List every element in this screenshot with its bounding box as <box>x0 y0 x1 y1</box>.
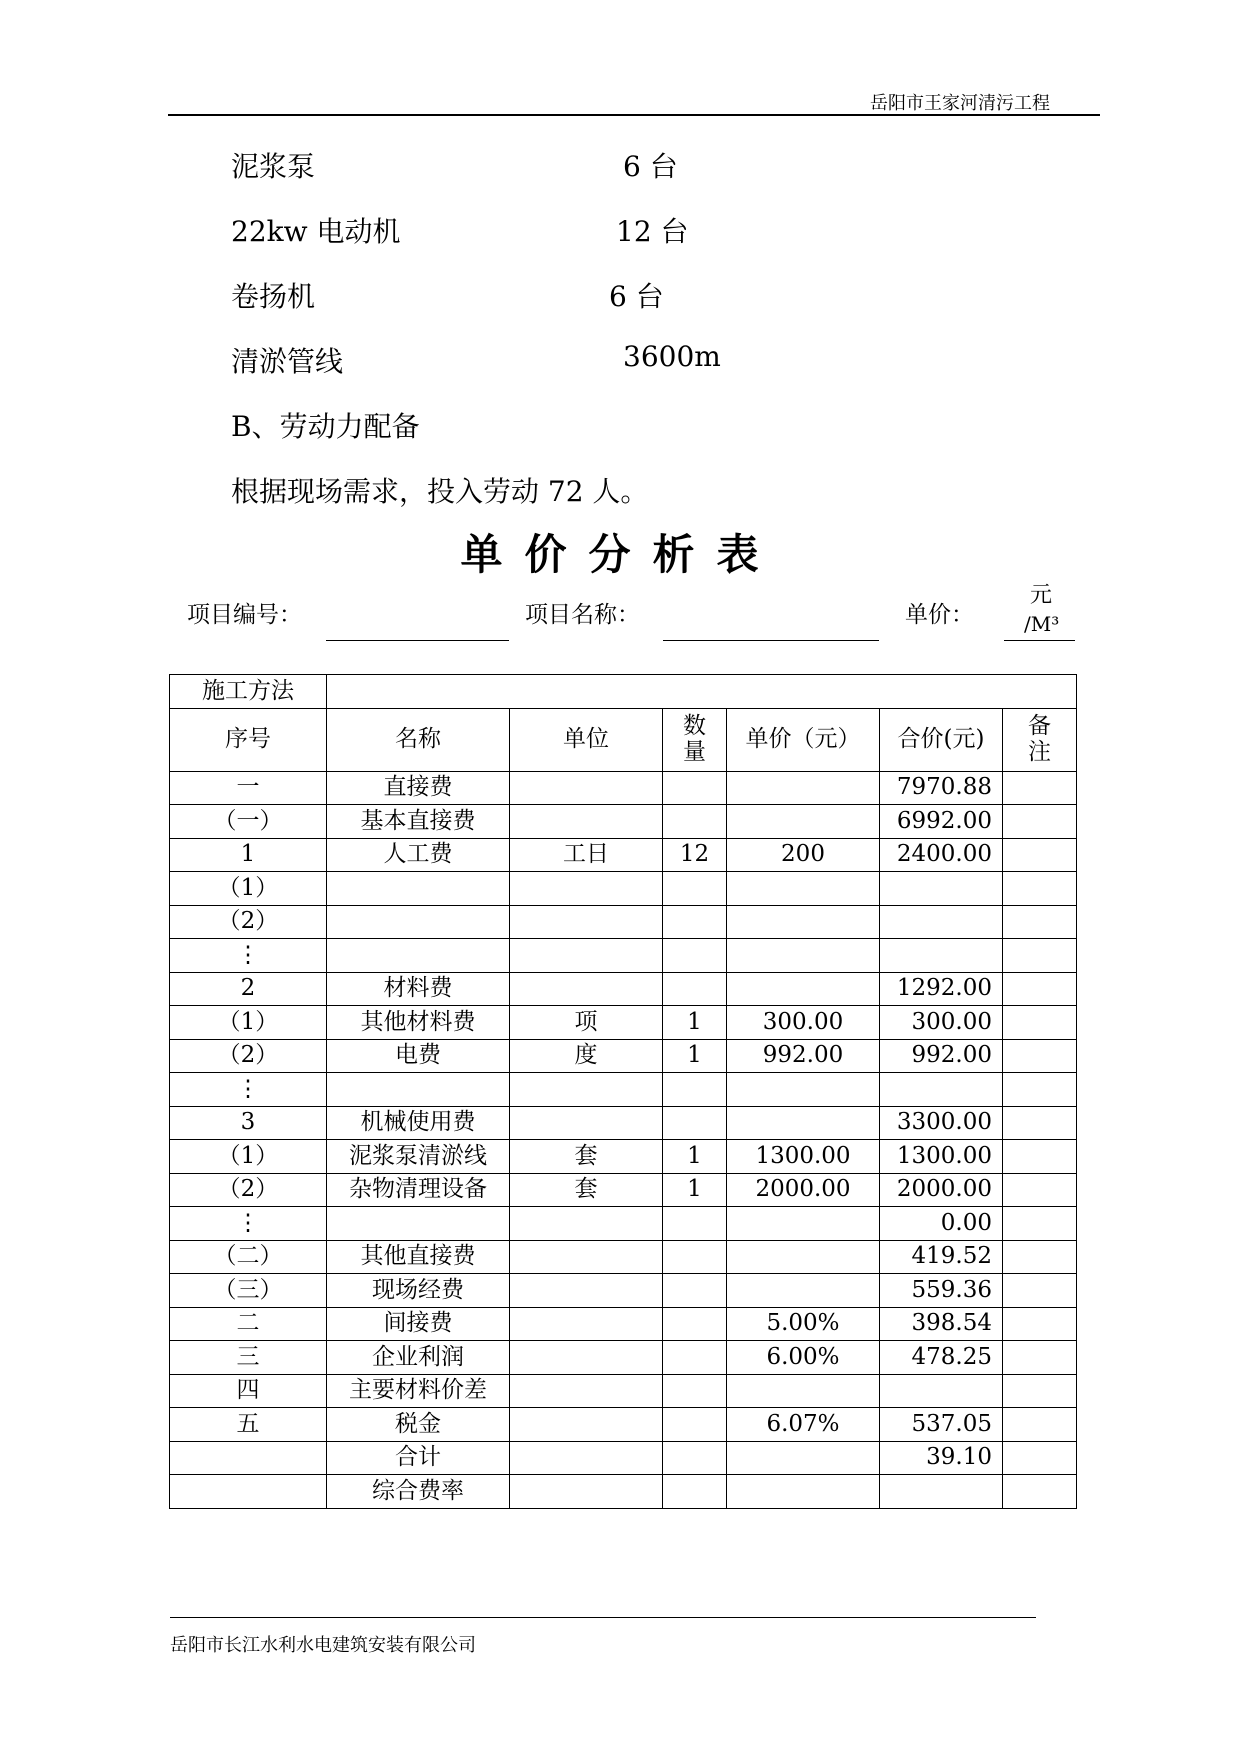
unit-cell <box>510 805 663 839</box>
name-cell: 现场经费 <box>327 1274 510 1308</box>
note-cell <box>1003 838 1077 872</box>
qty-cell: 1 <box>663 1140 727 1174</box>
name-cell <box>327 905 510 939</box>
unit-cell <box>510 972 663 1006</box>
method-label-cell: 施工方法 <box>170 675 327 709</box>
note-cell <box>1003 1140 1077 1174</box>
name-cell: 综合费率 <box>327 1475 510 1509</box>
seq-cell: （2） <box>170 1039 327 1073</box>
total-cell <box>880 905 1003 939</box>
equipment-qty: 3600m <box>623 340 721 373</box>
table-row <box>170 1039 1077 1073</box>
table-row <box>170 838 1077 872</box>
price-cell: 6.07% <box>727 1408 880 1442</box>
qty-cell <box>663 805 727 839</box>
total-cell: 300.00 <box>880 1006 1003 1040</box>
name-cell: 直接费 <box>327 771 510 805</box>
qty-cell <box>663 1073 727 1107</box>
header-unit: 单位 <box>510 708 663 771</box>
name-cell: 机械使用费 <box>327 1106 510 1140</box>
unit-cell <box>510 1441 663 1475</box>
qty-cell <box>663 1441 727 1475</box>
table-row <box>170 771 1077 805</box>
header-note: 备注 <box>1003 708 1077 771</box>
seq-cell: 1 <box>170 838 327 872</box>
table-row <box>170 905 1077 939</box>
note-cell <box>1003 1374 1077 1408</box>
total-cell <box>880 939 1003 973</box>
note-cell <box>1003 1441 1077 1475</box>
note-cell <box>1003 905 1077 939</box>
note-cell <box>1003 872 1077 906</box>
note-cell <box>1003 1207 1077 1241</box>
unit-cell <box>510 1475 663 1509</box>
name-cell: 杂物清理设备 <box>327 1173 510 1207</box>
name-cell: 其他材料费 <box>327 1006 510 1040</box>
qty-cell <box>663 1106 727 1140</box>
table-row <box>170 1173 1077 1207</box>
price-cell <box>727 1106 880 1140</box>
seq-cell: 2 <box>170 972 327 1006</box>
seq-cell: （1） <box>170 1140 327 1174</box>
seq-cell: 3 <box>170 1106 327 1140</box>
price-cell <box>727 1374 880 1408</box>
seq-cell: （1） <box>170 1006 327 1040</box>
price-cell: 2000.00 <box>727 1173 880 1207</box>
note-cell <box>1003 1408 1077 1442</box>
name-cell: 其他直接费 <box>327 1240 510 1274</box>
note-cell <box>1003 805 1077 839</box>
project-no-field <box>326 640 509 641</box>
total-cell: 0.00 <box>880 1207 1003 1241</box>
qty-cell <box>663 1240 727 1274</box>
name-cell: 泥浆泵清淤线 <box>327 1140 510 1174</box>
qty-cell <box>663 1307 727 1341</box>
header-name: 名称 <box>327 708 510 771</box>
seq-cell: 一 <box>170 771 327 805</box>
total-cell: 478.25 <box>880 1341 1003 1375</box>
qty-cell: 1 <box>663 1173 727 1207</box>
note-cell <box>1003 1173 1077 1207</box>
qty-cell: 12 <box>663 838 727 872</box>
name-cell: 基本直接费 <box>327 805 510 839</box>
price-cell <box>727 771 880 805</box>
table-row <box>170 1240 1077 1274</box>
sheet-title: 单价分析表 <box>460 530 781 579</box>
unit-cell: 套 <box>510 1173 663 1207</box>
unit-cell <box>510 1374 663 1408</box>
price-cell <box>727 1441 880 1475</box>
header-qty: 数量 <box>663 708 727 771</box>
unit-cell: 度 <box>510 1039 663 1073</box>
footer-company: 岳阳市长江水利水电建筑安装有限公司 <box>170 1635 476 1656</box>
unit-price-label: 单价： <box>905 602 974 628</box>
note-cell <box>1003 1240 1077 1274</box>
unit-cell <box>510 905 663 939</box>
table-row <box>170 1006 1077 1040</box>
price-cell: 1300.00 <box>727 1140 880 1174</box>
unit-cell <box>510 1106 663 1140</box>
unit-cell <box>510 939 663 973</box>
method-value-cell <box>327 675 1077 709</box>
unit-m3: /M³ <box>1024 612 1060 636</box>
equipment-name: 泥浆泵 <box>231 150 316 183</box>
note-cell <box>1003 771 1077 805</box>
price-cell <box>727 905 880 939</box>
qty-cell <box>663 1374 727 1408</box>
header-total: 合价(元) <box>880 708 1003 771</box>
seq-cell: 五 <box>170 1408 327 1442</box>
name-cell: 电费 <box>327 1039 510 1073</box>
name-cell: 企业利润 <box>327 1341 510 1375</box>
qty-cell <box>663 872 727 906</box>
qty-cell: 1 <box>663 1039 727 1073</box>
table-row <box>170 1374 1077 1408</box>
seq-cell: （2） <box>170 905 327 939</box>
running-header-project: 岳阳市王家河清污工程 <box>870 93 1050 114</box>
price-cell <box>727 972 880 1006</box>
seq-cell: （1） <box>170 872 327 906</box>
unit-cell: 项 <box>510 1006 663 1040</box>
qty-cell <box>663 1207 727 1241</box>
table-row <box>170 872 1077 906</box>
total-cell <box>880 1374 1003 1408</box>
qty-cell <box>663 939 727 973</box>
price-cell: 300.00 <box>727 1006 880 1040</box>
unit-cell <box>510 872 663 906</box>
project-no-label: 项目编号： <box>187 602 302 628</box>
total-cell: 1300.00 <box>880 1140 1003 1174</box>
total-cell: 419.52 <box>880 1240 1003 1274</box>
table-row <box>170 1073 1077 1107</box>
equipment-name: 卷扬机 <box>231 280 316 313</box>
total-cell: 7970.88 <box>880 771 1003 805</box>
name-cell: 主要材料价差 <box>327 1374 510 1408</box>
qty-cell <box>663 1341 727 1375</box>
header-seq: 序号 <box>170 708 327 771</box>
labor-heading: B、劳动力配备 <box>231 410 420 443</box>
equipment-qty: 12 台 <box>616 215 689 248</box>
equipment-name: 22kw 电动机 <box>231 215 401 248</box>
qty-cell <box>663 972 727 1006</box>
equipment-qty: 6 台 <box>623 150 678 183</box>
qty-cell <box>663 1274 727 1308</box>
name-cell <box>327 939 510 973</box>
table-row <box>170 1274 1077 1308</box>
note-cell <box>1003 1274 1077 1308</box>
price-cell <box>727 1274 880 1308</box>
table-row <box>170 1140 1077 1174</box>
header-price: 单价（元） <box>727 708 880 771</box>
unit-cell <box>510 1341 663 1375</box>
table-row <box>170 972 1077 1006</box>
seq-cell: ⋮ <box>170 1207 327 1241</box>
name-cell: 间接费 <box>327 1307 510 1341</box>
total-cell: 992.00 <box>880 1039 1003 1073</box>
equipment-name: 清淤管线 <box>231 345 344 378</box>
project-name-label: 项目名称： <box>525 602 640 628</box>
unit-cell <box>510 1207 663 1241</box>
name-cell <box>327 872 510 906</box>
price-cell <box>727 1240 880 1274</box>
price-cell: 992.00 <box>727 1039 880 1073</box>
price-cell <box>727 1073 880 1107</box>
note-cell <box>1003 972 1077 1006</box>
project-name-field <box>663 640 879 641</box>
seq-cell: 四 <box>170 1374 327 1408</box>
unit-price-field <box>1004 640 1075 641</box>
name-cell: 材料费 <box>327 972 510 1006</box>
seq-cell: 二 <box>170 1307 327 1341</box>
note-cell <box>1003 1341 1077 1375</box>
table-row <box>170 1475 1077 1509</box>
qty-cell <box>663 1408 727 1442</box>
total-cell <box>880 872 1003 906</box>
total-cell: 559.36 <box>880 1274 1003 1308</box>
header-rule <box>168 114 1100 116</box>
seq-cell: （一） <box>170 805 327 839</box>
price-cell <box>727 1207 880 1241</box>
price-cell <box>727 939 880 973</box>
total-cell <box>880 1073 1003 1107</box>
note-cell <box>1003 1106 1077 1140</box>
total-cell: 2400.00 <box>880 838 1003 872</box>
table-row <box>170 1307 1077 1341</box>
table-row <box>170 1408 1077 1442</box>
unit-cell <box>510 1240 663 1274</box>
seq-cell: （2） <box>170 1173 327 1207</box>
total-cell: 6992.00 <box>880 805 1003 839</box>
equipment-qty: 6 台 <box>609 280 664 313</box>
unit-yuan: 元 <box>1030 583 1053 608</box>
price-cell <box>727 805 880 839</box>
seq-cell <box>170 1475 327 1509</box>
unit-cell <box>510 1307 663 1341</box>
price-cell: 200 <box>727 838 880 872</box>
note-cell <box>1003 1073 1077 1107</box>
seq-cell: （三） <box>170 1274 327 1308</box>
price-cell: 6.00% <box>727 1341 880 1375</box>
seq-cell: ⋮ <box>170 1073 327 1107</box>
table-row <box>170 1207 1077 1241</box>
note-cell <box>1003 939 1077 973</box>
qty-cell: 1 <box>663 1006 727 1040</box>
table-row <box>170 1441 1077 1475</box>
unit-cell <box>510 1073 663 1107</box>
name-cell: 税金 <box>327 1408 510 1442</box>
qty-cell <box>663 771 727 805</box>
total-cell: 398.54 <box>880 1307 1003 1341</box>
total-cell: 1292.00 <box>880 972 1003 1006</box>
unit-cell <box>510 1408 663 1442</box>
name-cell <box>327 1207 510 1241</box>
unit-cell <box>510 1274 663 1308</box>
qty-cell <box>663 1475 727 1509</box>
total-cell <box>880 1475 1003 1509</box>
note-cell <box>1003 1006 1077 1040</box>
seq-cell: ⋮ <box>170 939 327 973</box>
total-cell: 537.05 <box>880 1408 1003 1442</box>
name-cell: 合计 <box>327 1441 510 1475</box>
note-cell <box>1003 1307 1077 1341</box>
unit-price-table <box>169 674 1077 1509</box>
seq-cell <box>170 1441 327 1475</box>
name-cell <box>327 1073 510 1107</box>
name-cell: 人工费 <box>327 838 510 872</box>
price-cell: 5.00% <box>727 1307 880 1341</box>
total-cell: 3300.00 <box>880 1106 1003 1140</box>
labor-text: 根据现场需求，投入劳动 72 人。 <box>231 475 649 508</box>
price-cell <box>727 872 880 906</box>
table-row <box>170 1341 1077 1375</box>
table-row <box>170 805 1077 839</box>
price-cell <box>727 1475 880 1509</box>
table-row <box>170 1106 1077 1140</box>
footer-rule <box>170 1617 1036 1618</box>
total-cell: 39.10 <box>880 1441 1003 1475</box>
note-cell <box>1003 1039 1077 1073</box>
unit-cell: 套 <box>510 1140 663 1174</box>
unit-cell <box>510 771 663 805</box>
seq-cell: 三 <box>170 1341 327 1375</box>
unit-cell: 工日 <box>510 838 663 872</box>
seq-cell: （二） <box>170 1240 327 1274</box>
note-cell <box>1003 1475 1077 1509</box>
total-cell: 2000.00 <box>880 1173 1003 1207</box>
qty-cell <box>663 905 727 939</box>
table-row <box>170 939 1077 973</box>
